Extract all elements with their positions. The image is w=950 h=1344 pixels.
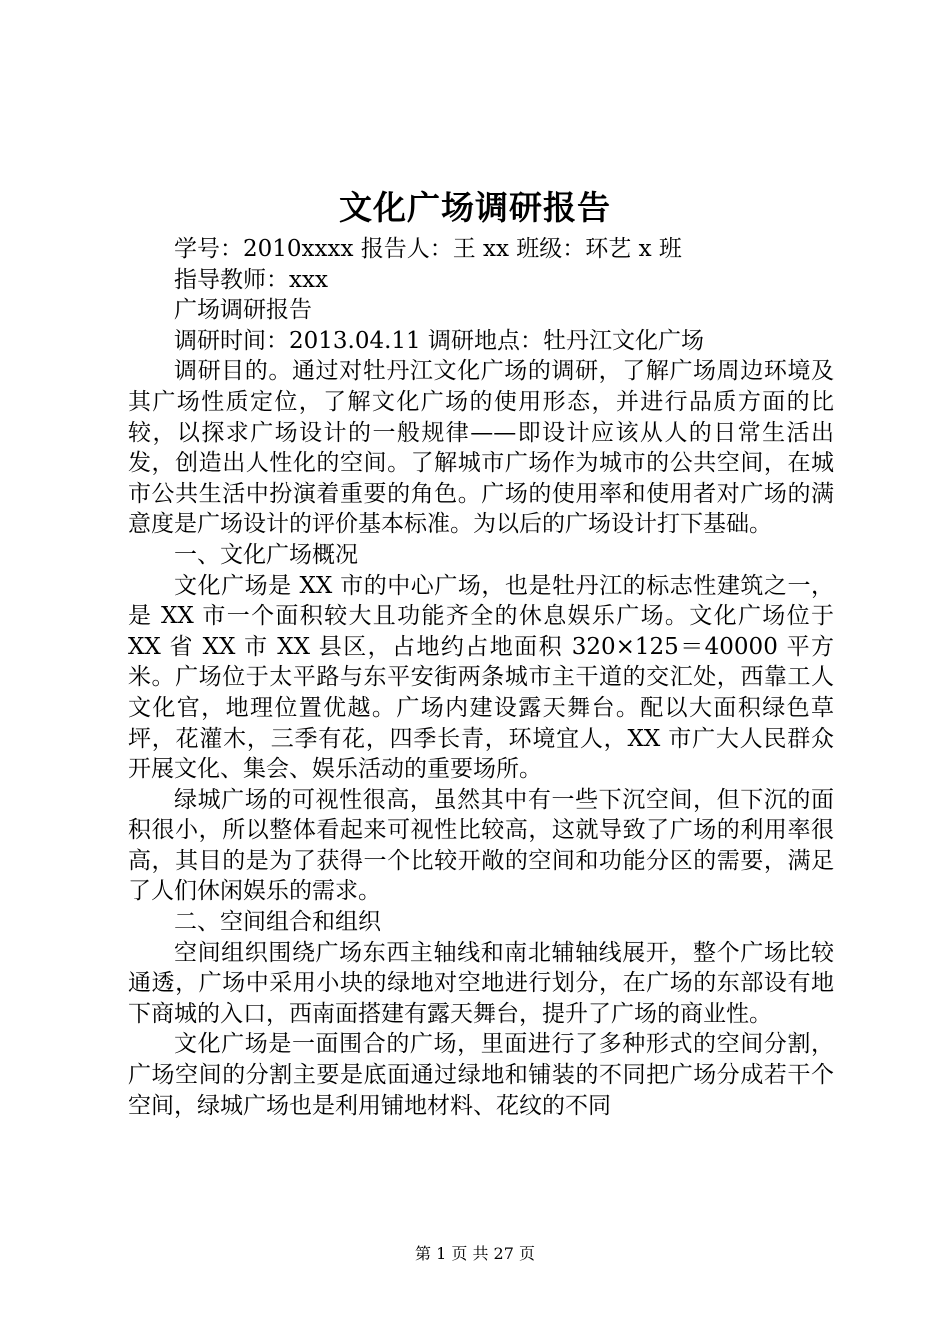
- meta-advisor: 指导教师：xxx: [174, 266, 328, 293]
- document-body: [128, 234, 834, 1121]
- paragraph-space-organization: 空间组织围绕广场东西主轴线和南北辅轴线展开，整个广场比较通透，广场中采用小块的绿地对空地进行划分，在广场的东部设有地下商城的入口，西南面搭建有露天舞台，提升了广场的商业性。: [128, 939, 834, 1027]
- paragraph-visibility: 绿城广场的可视性很高，虽然其中有一些下沉空间，但下沉的面积很小，所以整体看起来可视性比较高，这就导致了广场的利用率很高，其目的是为了获得一个比较开敞的空间和功能分区的需要，满足了人们休闲娱乐的需求。: [128, 786, 834, 905]
- section-heading-space: 二、空间组合和组织: [174, 909, 381, 936]
- paragraph-space-division: 文化广场是一面围合的广场，里面进行了多种形式的空间分割，广场空间的分割主要是底面通过绿地和铺装的不同把广场分成若干个空间，绿城广场也是利用铺地材料、花纹的不同: [128, 1031, 834, 1119]
- paragraph-purpose: 调研目的。通过对牡丹江文化广场的调研，了解广场周边环境及其广场性质定位，了解文化广场的使用形态，并进行品质方面的比较，以探求广场设计的一般规律——即设计应该从人的日常生活出发，创造出人性化的空间。了解城市广场作为城市的公共空间，在城市公共生活中扮演着重要的角色。广场的使用率和使用者对广场的满意度是广场设计的评价基本标准。为以后的广场设计打下基础。: [128, 358, 834, 538]
- document-title: 文化广场调研报告: [339, 188, 611, 227]
- meta-student-info: 学号：2010xxxx 报告人：王 xx 班级：环艺 x 班: [174, 236, 682, 262]
- paragraph-overview: 文化广场是 XX 市的中心广场，也是牡丹江的标志性建筑之一，是 XX 市一个面积较大且功能齐全的休息娱乐广场。文化广场位于 XX 省 XX 市 XX 县区，占地约占地面积 320×125＝40000 平方米。广场位于太平路与东平安街两条城市主干道的交汇处，西靠工人文化官，地理位置优越。广场内建设露天舞台。配以大面积绿色草坪，花灌木，三季有花，四季长青，环境宜人，XX 市广大人民群众开展文化、集会、娱乐活动的重要场所。: [128, 572, 834, 783]
- meta-time-location: 调研时间：2013.04.11 调研地点：牡丹江文化广场: [174, 327, 704, 354]
- report-subtitle: 广场调研报告: [174, 297, 312, 324]
- page-number: 第 1 页 共 27 页: [415, 1244, 535, 1263]
- section-heading-overview: 一、文化广场概况: [174, 541, 358, 568]
